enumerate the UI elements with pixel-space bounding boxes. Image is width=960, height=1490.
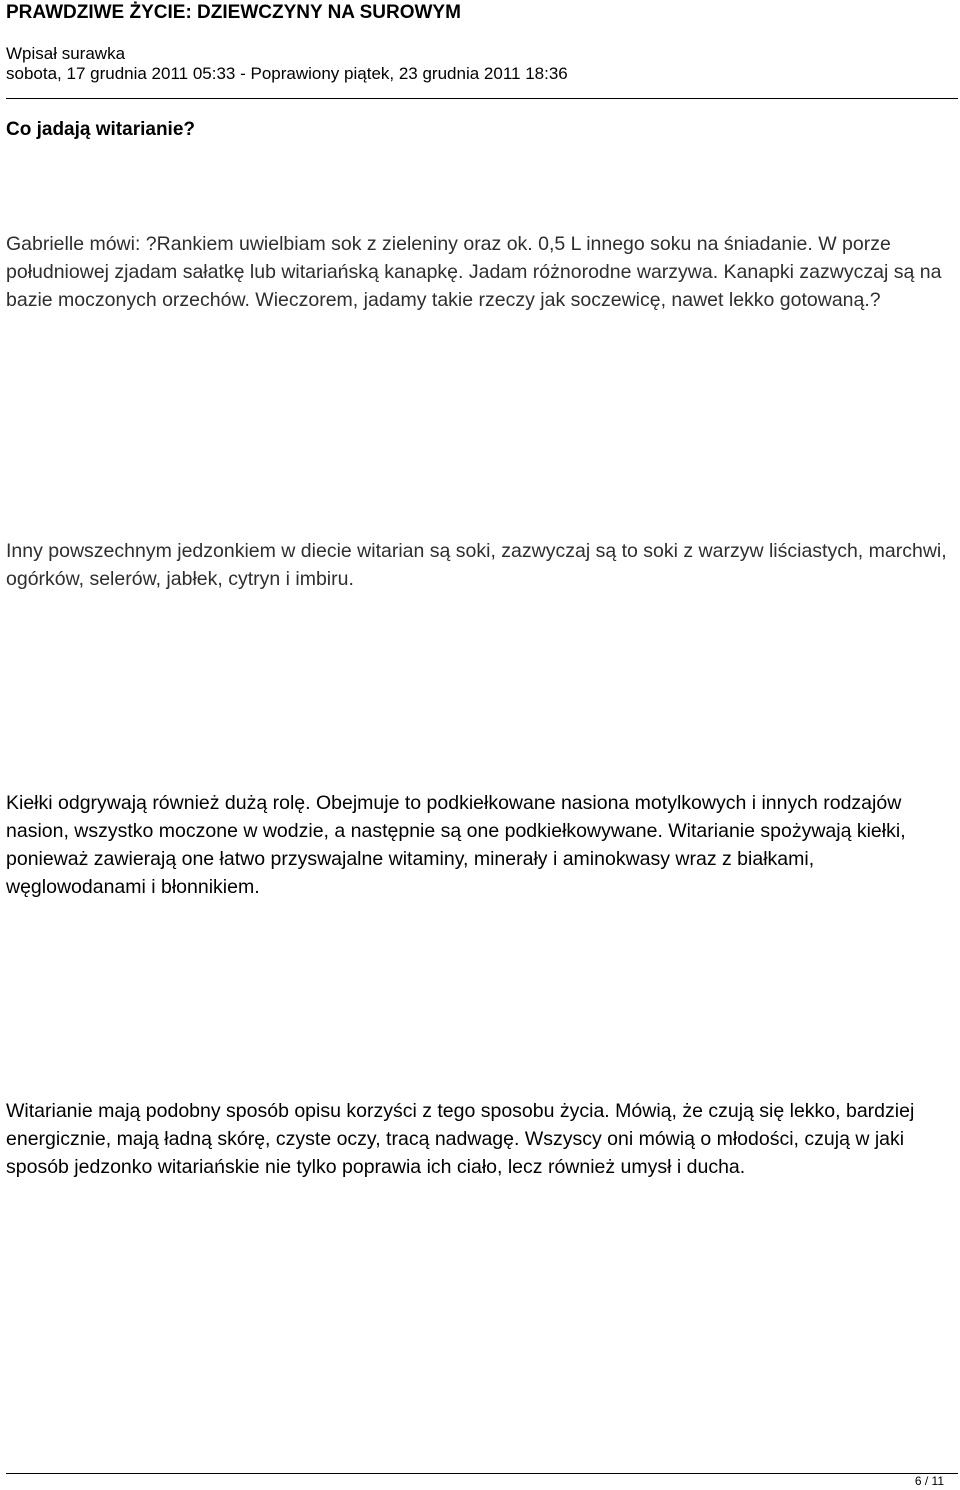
article-title: Co jadają witarianie? — [6, 119, 195, 140]
article-paragraph: Gabrielle mówi: ?Rankiem uwielbiam sok z zieleniny oraz ok. 0,5 L innego soku na śniadanie. W porze południowej zjadam sałatkę lub witariańską kanapkę. Jadam różnorodne warzywa. Kanapki zazwyczaj są na bazie moczonych orzechów. Wieczorem, jadamy takie rzeczy jak soczewicę, nawet lekko gotowaną.? — [6, 233, 942, 311]
header-divider — [6, 98, 958, 99]
footer-divider — [6, 1473, 958, 1474]
dates-line: sobota, 17 grudnia 2011 05:33 - Poprawiony piątek, 23 grudnia 2011 18:36 — [6, 64, 568, 83]
site-title: PRAWDZIWE ŻYCIE: DZIEWCZYNY NA SUROWYM — [6, 2, 461, 23]
document-header — [6, 2, 958, 84]
article-paragraph: Kiełki odgrywają również dużą rolę. Obejmuje to podkiełkowane nasiona motylkowych i innych rodzajów nasion, wszystko moczone w wodzie, a następnie są one podkiełkowywane. Witarianie spożywają kiełki, ponieważ zawierają one łatwo przyswajalne witaminy, minerały i aminokwasy wraz z białkami, węglowodanami i błonnikiem. — [6, 792, 906, 898]
article-paragraph: Inny powszechnym jedzonkiem w diecie witarian są soki, zazwyczaj są to soki z warzyw liściastych, marchwi, ogórków, selerów, jabłek, cytryn i imbiru. — [6, 540, 947, 590]
page-indicator: 6 / 11 — [914, 1474, 944, 1488]
author-line: Wpisał surawka — [6, 44, 126, 63]
article-paragraph: Witarianie mają podobny sposób opisu korzyści z tego sposobu życia. Mówią, że czują się lekko, bardziej energicznie, mają ładną skórę, czyste oczy, tracą nadwagę. Wszyscy oni mówią o młodości, czują w jaki sposób jedzonko witariańskie nie tylko poprawia ich ciało, lecz również umysł i ducha. — [6, 1100, 915, 1178]
